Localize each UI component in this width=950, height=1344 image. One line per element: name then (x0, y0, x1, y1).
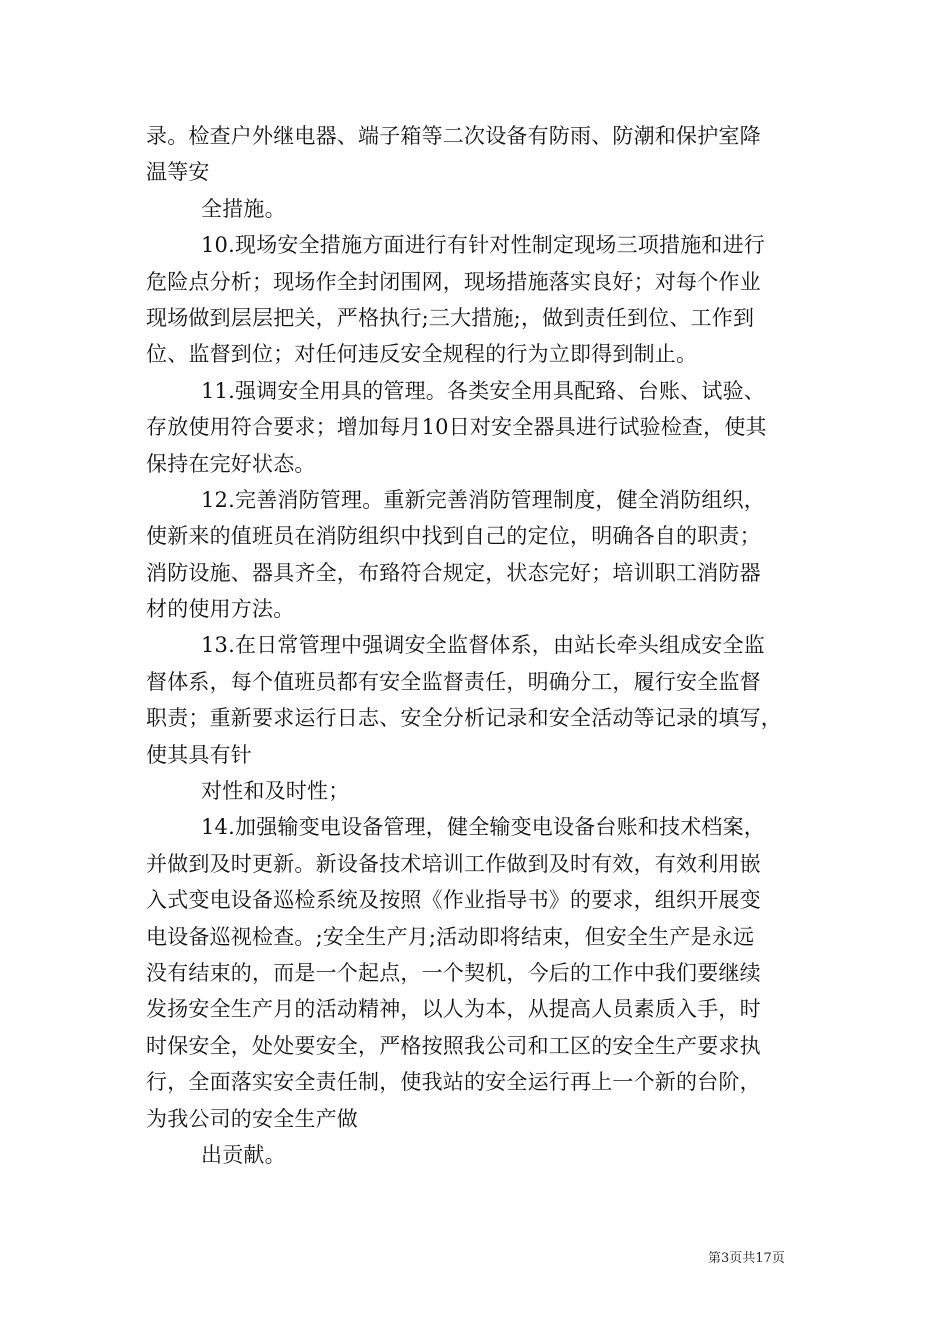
text-line: 10.现场安全措施方面进行有针对性制定现场三项措施和进行 (201, 233, 765, 258)
text-line: 全措施。 (201, 196, 286, 221)
text-line: 使其具有针 (146, 742, 252, 767)
text-line: 11.强调安全用具的管理。各类安全用具配臵、台账、试验、 (201, 378, 765, 403)
text-line: 使新来的值班员在消防组织中找到自己的定位，明确各自的职责； (146, 524, 761, 549)
text-line: 材的使用方法。 (146, 597, 295, 622)
text-line: 存放使用符合要求；增加每月10日对安全器具进行试验检查，使其 (146, 415, 767, 440)
text-line: 出贡献。 (201, 1142, 286, 1167)
text-line: 13.在日常管理中强调安全监督体系，由站长牵头组成安全监 (201, 633, 765, 658)
text-line: 时保安全，处处要安全，严格按照我公司和工区的安全生产要求执 (146, 1033, 761, 1058)
text-line: 现场做到层层把关，严格执行;三大措施;，做到责任到位、工作到 (146, 305, 755, 330)
page-number: 第3页共17页 (708, 1251, 785, 1266)
text-line: 电设备巡视检查。;安全生产月;活动即将结束，但安全生产是永远 (146, 924, 755, 949)
text-line: 位、监督到位；对任何违反安全规程的行为立即得到制止。 (146, 342, 698, 367)
text-line: 对性和及时性； (201, 779, 350, 804)
text-line: 温等安 (146, 160, 210, 185)
text-line: 危险点分析；现场作全封闭围网，现场措施落实良好；对每个作业 (146, 269, 761, 294)
body-text (146, 118, 826, 1173)
text-line: 12.完善消防管理。重新完善消防管理制度，健全消防组织， (201, 487, 765, 512)
text-line: 录。检查户外继电器、端子箱等二次设备有防雨、防潮和保护室降 (146, 124, 761, 148)
text-line: 没有结束的，而是一个起点，一个契机，今后的工作中我们要继续 (146, 960, 761, 985)
text-line: 保持在完好状态。 (146, 451, 316, 476)
text-line: 职责；重新要求运行日志、安全分析记录和安全活动等记录的填写， (146, 706, 782, 731)
text-line: 并做到及时更新。新设备技术培训工作做到及时有效，有效利用嵌 (146, 851, 761, 876)
text-line: 14.加强输变电设备管理，健全输变电设备台账和技术档案， (201, 815, 765, 840)
text-line: 为我公司的安全生产做 (146, 1106, 358, 1131)
text-line: 发扬安全生产月的活动精神，以人为本，从提高人员素质入手，时 (146, 997, 761, 1022)
text-line: 入式变电设备巡检系统及按照《作业指导书》的要求，组织开展变 (146, 888, 761, 913)
text-line: 消防设施、器具齐全，布臵符合规定，状态完好；培训职工消防器 (146, 560, 761, 585)
text-line: 督体系，每个值班员都有安全监督责任，明确分工，履行安全监督 (146, 669, 761, 694)
text-line: 行，全面落实安全责任制，使我站的安全运行再上一个新的台阶， (146, 1070, 761, 1095)
